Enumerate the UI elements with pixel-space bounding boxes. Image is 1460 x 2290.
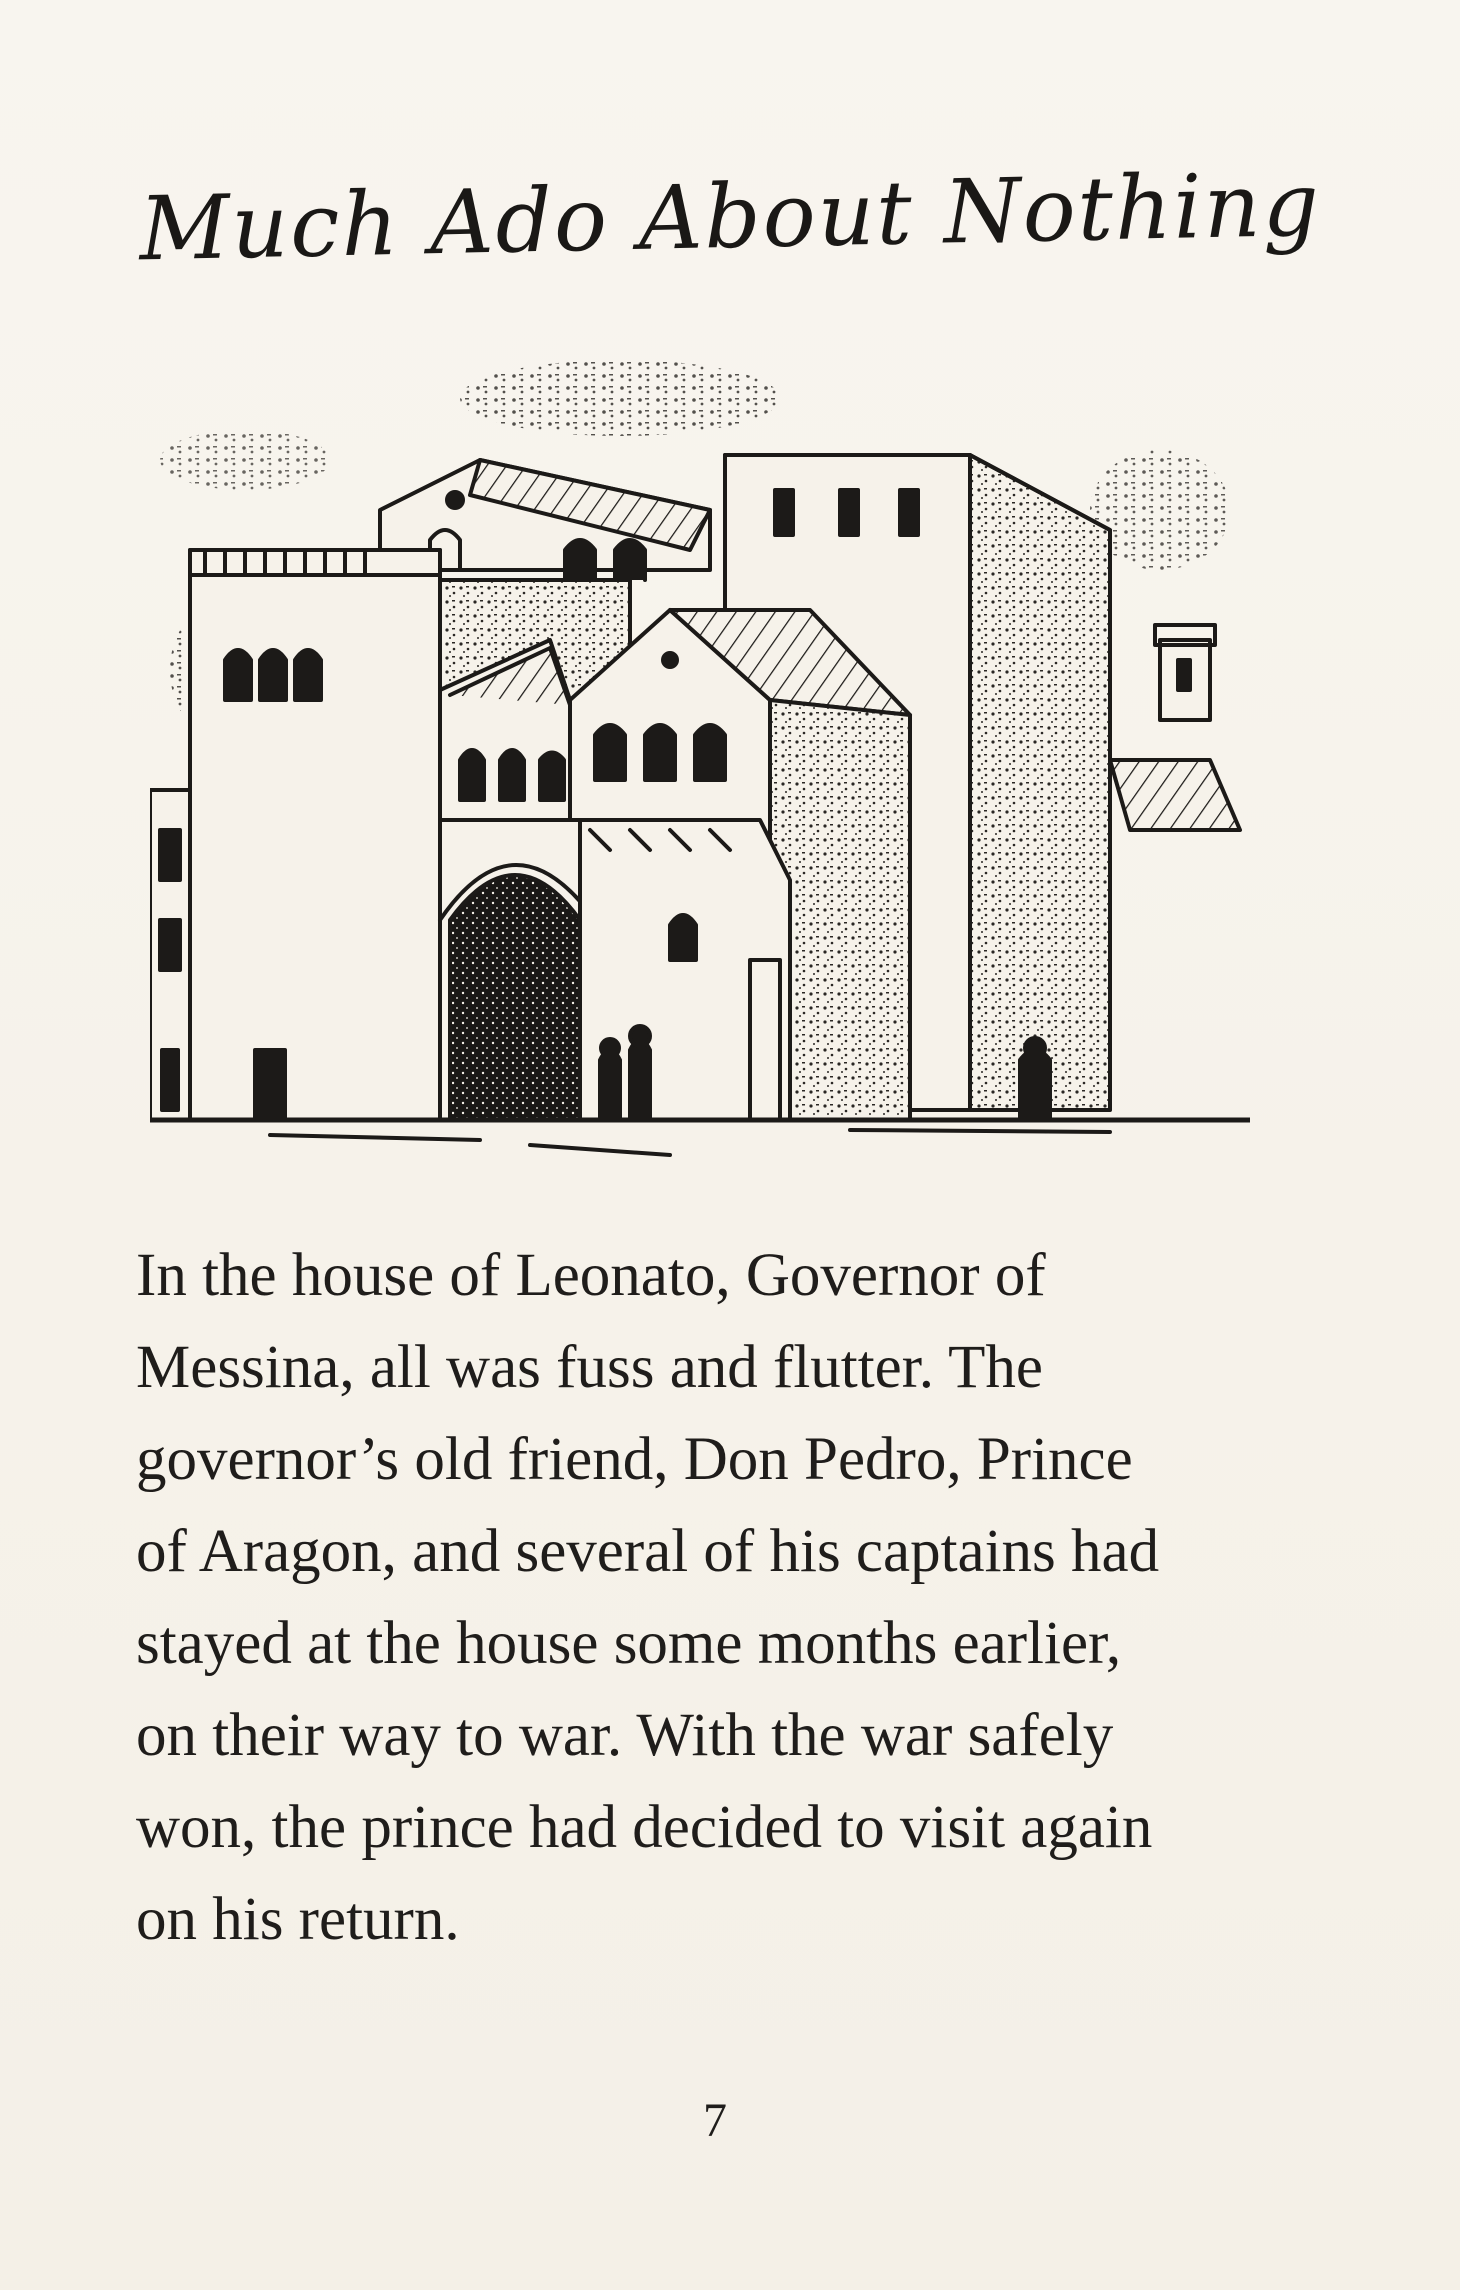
- chapter-title: Much Ado About Nothing: [138, 152, 1322, 281]
- story-paragraph: In the house of Leonato, Governor of Messina, all was fuss and flutter. The governor’s old friend, Don Pedro, Prince of Aragon, and several of his captains had stayed at the house some months earlier, on their way to war. With the war safely won, the prince had decided to visit again on his return.: [136, 1242, 1160, 1953]
- page-number: 7: [703, 2094, 727, 2147]
- castle-illustration: [150, 360, 1250, 1180]
